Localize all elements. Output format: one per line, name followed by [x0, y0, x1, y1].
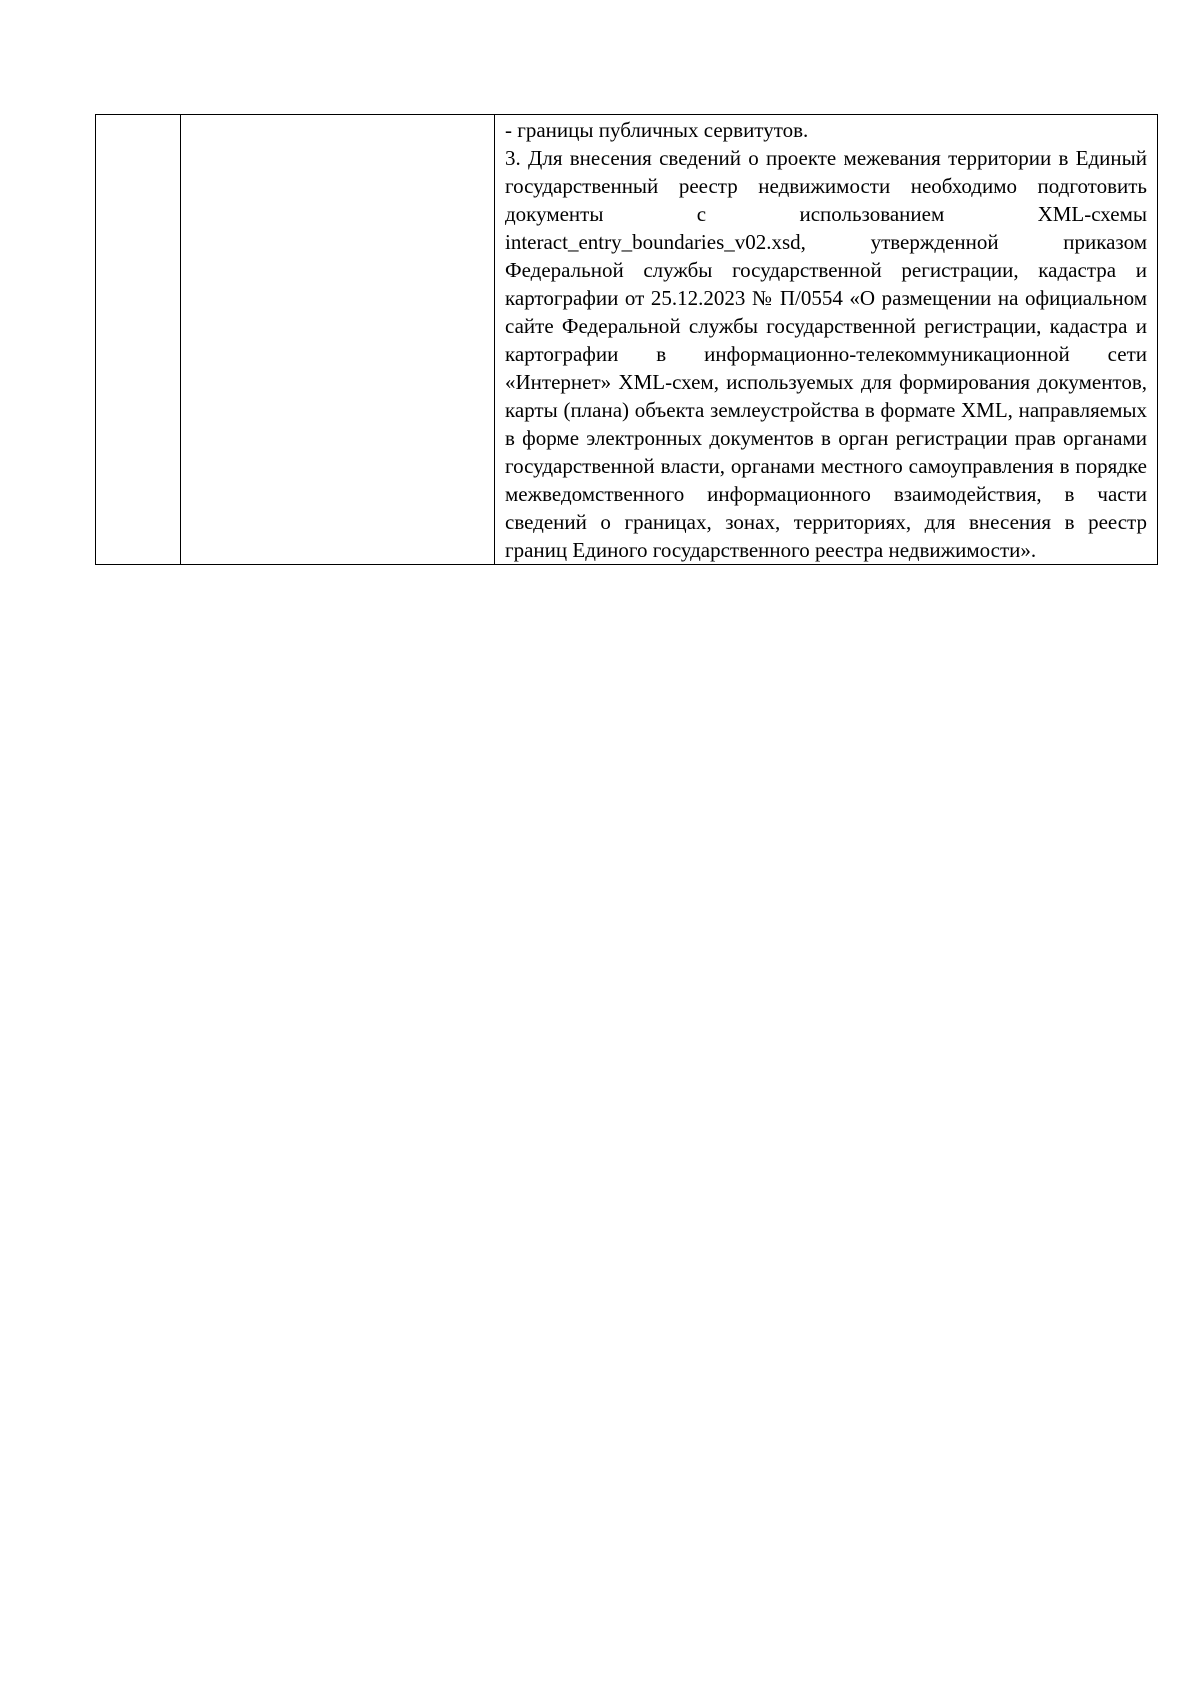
cell-content: [495, 115, 1157, 564]
table-cell-subject: [181, 115, 495, 565]
cell-subject-text: [181, 115, 494, 116]
document-table: [95, 114, 1158, 565]
table-cell-number: [96, 115, 181, 565]
content-line-servitudes: - границы публичных сервитутов.: [505, 118, 809, 142]
table-cell-content: [495, 115, 1158, 565]
cell-number-text: [96, 115, 180, 116]
content-paragraph-3: 3. Для внесения сведений о проекте межевания территории в Единый государственный реестр недвижимости необходимо подготовить документы с использованием XML-схемы interact_entry_boundaries_v02.xsd, утвержденной приказом Федеральной службы государственной регистрации, кадастра и картографии от 25.12.2023 № П/0554 «О размещении на официальном сайте Федеральной службы государственной регистрации, кадастра и картографии в информационно-телекоммуникационной сети «Интернет» XML-схем, используемых для формирования документов, карты (плана) объекта землеустройства в формате XML, направляемых в форме электронных документов в орган регистрации прав органами государственной власти, органами местного самоуправления в порядке межведомственного информационного взаимодействия, в части сведений о границах, зонах, территориях, для внесения в реестр границ Единого государственного реестра недвижимости».: [505, 146, 1147, 562]
table-row: [96, 115, 1158, 565]
